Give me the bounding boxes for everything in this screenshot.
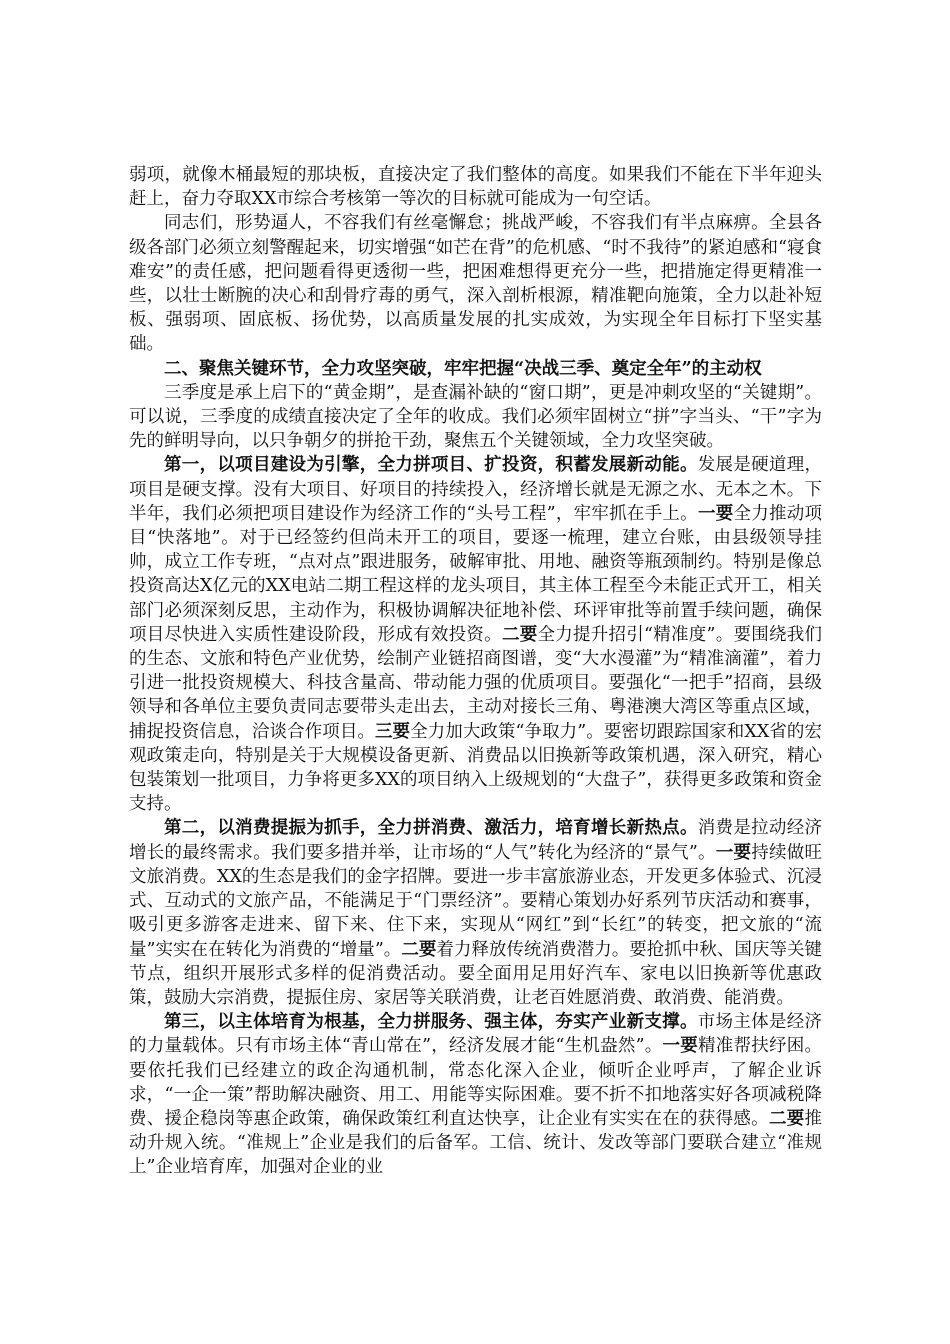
paragraph-text: 全力提升招引“精准度”。要围绕我们的生态、文旅和特色产业优势，绘制产业链招商图谱，变“大水漫灌”为“精准滴灌”，着力引进一批投资规模大、科技含量高、带动能力强的优质项目。要强化“一把手”招商，县级领导和各单位主要负责同志要带头走出去，主动对接长三角、粤港澳大湾区等重点区域，捕捉投资信息，洽谈合作项目。 [129, 624, 823, 742]
paragraph-consumption [129, 816, 822, 1010]
section-heading: 二、聚焦关键环节，全力攻坚突破，牢牢把握“决战三季、奠定全年”的主动权 [164, 358, 762, 379]
paragraph-text: 持续做旺文旅消费。XX的生态是我们的金字招牌。要进一步丰富旅游业态，开发更多体验式、沉浸式、互动式的文旅产品，不能满足于“门票经济”。要精心策划办好系列节庆活动和赛事，吸引更多游客走进来、留下来、住下来，实现从“网红”到“长红”的转变，把文旅的“流量”实实在在转化为消费的“增量”。 [129, 842, 823, 960]
paragraph-project-construction [129, 453, 822, 816]
keyword-second: 二要 [401, 939, 437, 960]
paragraph-text: 全力加大政策“争取力”。要密切跟踪国家和XX省的宏观政策走向，特别是关于大规模设备更新、消费品以旧换新等政策机遇，深入研究，精心包装策划一批项目，力争将更多XX的项目纳入上级规划的“大盘子”，获得更多政策和资金支持。 [129, 721, 823, 815]
document-body [129, 163, 822, 1180]
paragraph-text: 精准帮扶纾困。要依托我们已经建立的政企沟通机制，常态化深入企业，倾听企业呼声，了解企业诉求，“一企一策”帮助解决融资、用工、用能等实际困难。要不折不扣地落实好各项减税降费、援企稳岗等惠企政策，确保政策红利直达快享，让企业有实实在在的获得感。 [129, 1036, 823, 1129]
paragraph: 三季度是承上启下的“黄金期”，是查漏补缺的“窗口期”，更是冲刺攻坚的“关键期”。可以说，三季度的成绩直接决定了全年的收成。我们必须牢固树立“拼”字当头、“干”字为先的鲜明导向，以只争朝夕的拼抢干劲，聚焦五个关键领域，全力攻坚突破。 [129, 382, 822, 452]
keyword-second: 二要 [501, 624, 538, 645]
paragraph: 弱项，就像木桶最短的那块板，直接决定了我们整体的高度。如果我们不能在下半年迎头赶上，奋力夺取XX市综合考核第一等次的目标就可能成为一句空话。 [129, 165, 822, 210]
paragraph-text: 发展是硬道理，项目是硬支撑。没有大项目、好项目的持续投入，经济增长就是无源之水、无本之木。下半年，我们必须把项目建设作为经济工作的“头号工程”，牢牢抓在手上。 [129, 455, 822, 524]
paragraph: 同志们，形势逼人，不容我们有丝毫懈怠；挑战严峻，不容我们有半点麻痹。全县各级各部门必须立刻警醒起来，切实增强“如芒在背”的危机感、“时不我待”的紧迫感和“寝食难安”的责任感，把问题看得更透彻一些，把困难想得更充分一些，把措施定得更精准一些，以壮士断腕的决心和刮骨疗毒的勇气，深入剖析根源，精准靶向施策，全力以赴补短板、强弱项、固底板、扬优势，以高质量发展的扎实成效，为实现全年目标打下坚实基础。 [129, 213, 822, 355]
paragraph-lead: 第一，以项目建设为引擎，全力拼项目、扩投资，积蓄发展新动能。 [164, 455, 698, 476]
paragraph-lead: 第三，以主体培育为根基，全力拼服务、强主体，夯实产业新支撑。 [164, 1012, 698, 1033]
paragraph-text: 市场主体是经济的力量载体。只有市场主体“青山常在”，经济发展才能“生机盎然”。 [129, 1012, 822, 1057]
keyword-first: 一要 [697, 503, 734, 524]
paragraph-text: 全力推动项目“快落地”。对于已经签约但尚未开工的项目，要逐一梳理，建立台账，由县级领导挂帅，成立工作专班，“点对点”跟进服务，破解审批、用地、融资等瓶颈制约。特别是像总投资高达X亿元的XX电站二期工程这样的龙头项目，其主体工程至今未能正式开工，相关部门必须深刻反思，主动作为，积极协调解决征地补偿、环评审批等前置手续问题，确保项目尽快进入实质性建设阶段，形成有效投资。 [129, 503, 823, 645]
keyword-first: 一要 [715, 842, 752, 863]
keyword-second: 二要 [768, 1108, 805, 1129]
paragraph-text: 推动升规入统。“准规上”企业是我们的后备军。工信、统计、发改等部门要联合建立“准规上”企业培育库，加强对企业的业 [129, 1108, 823, 1178]
paragraph-lead: 第二，以消费提振为抓手，全力拼消费、激活力，培育增长新热点。 [164, 818, 698, 839]
keyword-third: 三要 [374, 721, 411, 742]
paragraph-text: 消费是拉动经济增长的最终需求。我们要多措并举，让市场的“人气”转化为经济的“景气”。 [129, 818, 822, 863]
paragraph-text: 着力释放传统消费潜力。要抢抓中秋、国庆等关键节点，组织开展形式多样的促消费活动。要全面用足用好汽车、家电以旧换新等优惠政策，鼓励大宗消费，提振住房、家居等关联消费，让老百姓愿消费、敢消费、能消费。 [129, 939, 823, 1008]
paragraph-market-entities [129, 1010, 822, 1179]
keyword-first: 一要 [662, 1036, 699, 1057]
